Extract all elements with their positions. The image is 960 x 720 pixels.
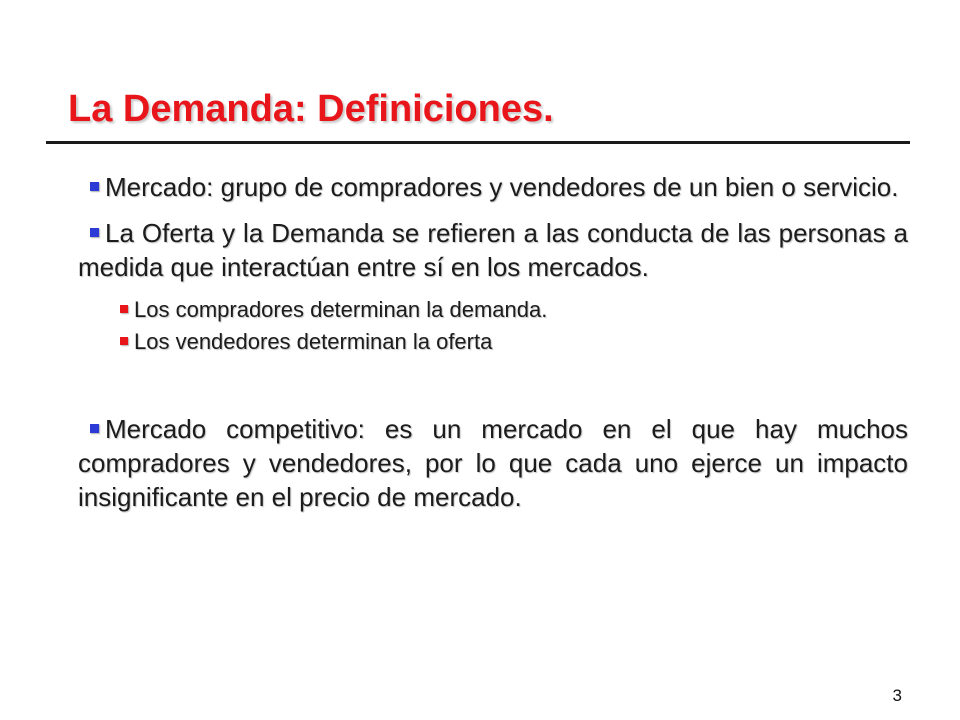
bullet-item [78,216,908,284]
bullet-text: La Oferta y la Demanda se refieren a las conducta de las personas a medida que interactúan entre sí en los mercados. [78,218,908,282]
sub-bullet-item [78,296,908,324]
bullet-item [78,412,908,514]
sub-bullet-item [78,328,908,356]
bullet-text: Mercado: grupo de compradores y vendedores de un bien o servicio. [105,172,899,202]
page-number: 3 [892,686,902,705]
slide-body [78,170,908,526]
red-square-bullet-icon [120,305,128,313]
blue-square-bullet-icon [90,424,99,433]
slide-title: La Demanda: Definiciones. [68,88,554,130]
sub-bullet-text: Los vendedores determinan la oferta [134,329,493,354]
spacer [78,360,908,412]
title-divider [46,141,910,144]
red-square-bullet-icon [120,337,128,345]
blue-square-bullet-icon [90,228,99,237]
bullet-text: Mercado competitivo: es un mercado en el que hay muchos compradores y vendedores, por lo que cada uno ejerce un impacto insignificante en el precio de mercado. [78,414,908,512]
blue-square-bullet-icon [90,182,99,191]
bullet-item [78,170,908,204]
sub-bullet-text: Los compradores determinan la demanda. [134,297,548,322]
